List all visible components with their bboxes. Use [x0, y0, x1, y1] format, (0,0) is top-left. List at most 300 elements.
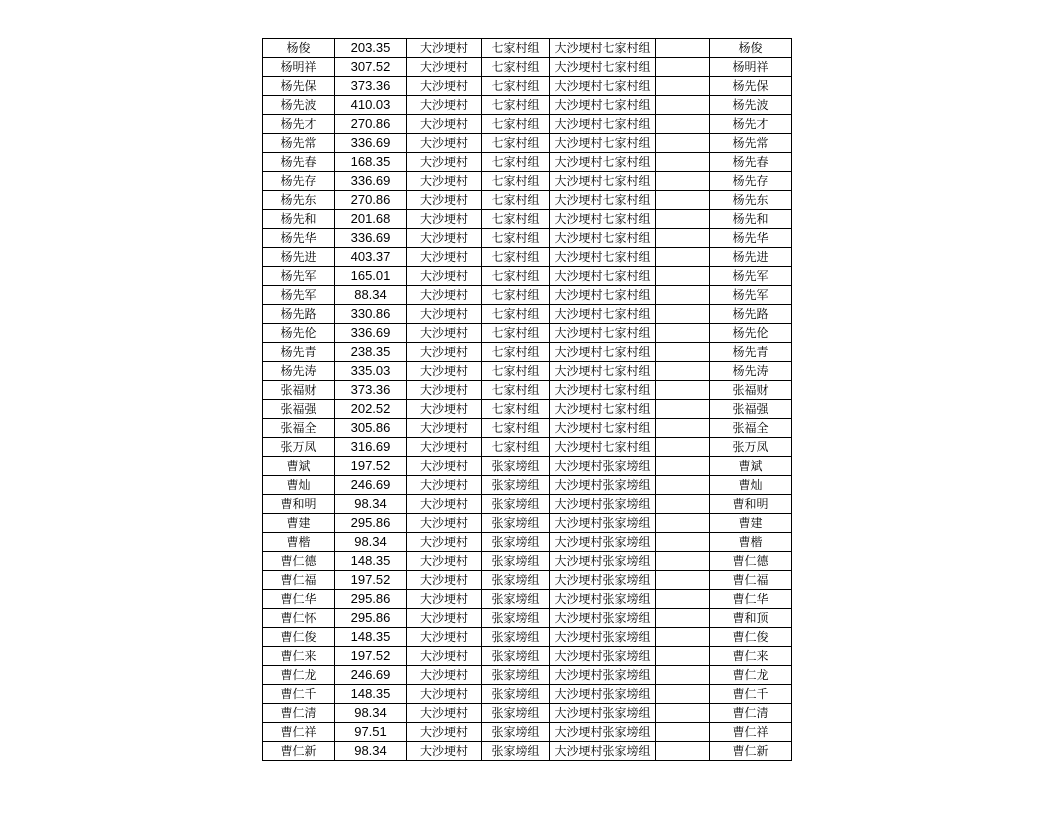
empty-cell: [656, 704, 710, 723]
address-cell: 大沙埂村七家村组: [550, 39, 656, 58]
empty-cell: [656, 628, 710, 647]
address-cell: 大沙埂村七家村组: [550, 419, 656, 438]
village-cell: 大沙埂村: [407, 723, 482, 742]
group-cell: 张家塝组: [482, 533, 550, 552]
name-cell: 曹和明: [263, 495, 335, 514]
address-cell: 大沙埂村七家村组: [550, 172, 656, 191]
empty-cell: [656, 229, 710, 248]
group-cell: 七家村组: [482, 134, 550, 153]
address-cell: 大沙埂村张家塝组: [550, 742, 656, 761]
owner-cell: 杨先保: [710, 77, 792, 96]
empty-cell: [656, 153, 710, 172]
owner-cell: 杨俊: [710, 39, 792, 58]
empty-cell: [656, 96, 710, 115]
table-row: [263, 324, 792, 343]
table-row: [263, 723, 792, 742]
owner-cell: 杨先进: [710, 248, 792, 267]
group-cell: 七家村组: [482, 77, 550, 96]
empty-cell: [656, 609, 710, 628]
village-cell: 大沙埂村: [407, 704, 482, 723]
owner-cell: 杨先华: [710, 229, 792, 248]
group-cell: 七家村组: [482, 58, 550, 77]
area-cell: 336.69: [335, 134, 407, 153]
area-cell: 270.86: [335, 191, 407, 210]
owner-cell: 杨先伦: [710, 324, 792, 343]
owner-cell: 杨先春: [710, 153, 792, 172]
area-cell: 335.03: [335, 362, 407, 381]
owner-cell: 曹灿: [710, 476, 792, 495]
name-cell: 曹仁新: [263, 742, 335, 761]
name-cell: 杨先青: [263, 343, 335, 362]
empty-cell: [656, 590, 710, 609]
group-cell: 七家村组: [482, 172, 550, 191]
name-cell: 曹仁福: [263, 571, 335, 590]
table-row: [263, 438, 792, 457]
table-row: [263, 153, 792, 172]
group-cell: 张家塝组: [482, 590, 550, 609]
empty-cell: [656, 419, 710, 438]
village-cell: 大沙埂村: [407, 115, 482, 134]
area-cell: 373.36: [335, 381, 407, 400]
group-cell: 七家村组: [482, 286, 550, 305]
table-row: [263, 457, 792, 476]
empty-cell: [656, 552, 710, 571]
table-row: [263, 685, 792, 704]
group-cell: 七家村组: [482, 305, 550, 324]
address-cell: 大沙埂村七家村组: [550, 229, 656, 248]
village-cell: 大沙埂村: [407, 685, 482, 704]
group-cell: 七家村组: [482, 438, 550, 457]
area-cell: 98.34: [335, 495, 407, 514]
table-row: [263, 58, 792, 77]
village-cell: 大沙埂村: [407, 343, 482, 362]
empty-cell: [656, 514, 710, 533]
empty-cell: [656, 210, 710, 229]
owner-cell: 曹仁来: [710, 647, 792, 666]
group-cell: 张家塝组: [482, 514, 550, 533]
group-cell: 七家村组: [482, 229, 550, 248]
address-cell: 大沙埂村张家塝组: [550, 552, 656, 571]
table-row: [263, 381, 792, 400]
address-cell: 大沙埂村七家村组: [550, 191, 656, 210]
area-cell: 202.52: [335, 400, 407, 419]
empty-cell: [656, 647, 710, 666]
name-cell: 张万凤: [263, 438, 335, 457]
table-row: [263, 172, 792, 191]
owner-cell: 曹仁祥: [710, 723, 792, 742]
owner-cell: 杨先军: [710, 286, 792, 305]
data-table: [262, 38, 792, 761]
table-row: [263, 628, 792, 647]
name-cell: 杨先涛: [263, 362, 335, 381]
owner-cell: 曹仁华: [710, 590, 792, 609]
area-cell: 165.01: [335, 267, 407, 286]
group-cell: 七家村组: [482, 267, 550, 286]
name-cell: 曹仁华: [263, 590, 335, 609]
group-cell: 张家塝组: [482, 742, 550, 761]
area-cell: 97.51: [335, 723, 407, 742]
name-cell: 曹仁龙: [263, 666, 335, 685]
group-cell: 张家塝组: [482, 685, 550, 704]
group-cell: 七家村组: [482, 210, 550, 229]
address-cell: 大沙埂村张家塝组: [550, 666, 656, 685]
empty-cell: [656, 533, 710, 552]
table-row: [263, 115, 792, 134]
owner-cell: 张福强: [710, 400, 792, 419]
group-cell: 七家村组: [482, 191, 550, 210]
empty-cell: [656, 400, 710, 419]
address-cell: 大沙埂村张家塝组: [550, 647, 656, 666]
village-cell: 大沙埂村: [407, 324, 482, 343]
group-cell: 七家村组: [482, 324, 550, 343]
village-cell: 大沙埂村: [407, 419, 482, 438]
empty-cell: [656, 343, 710, 362]
address-cell: 大沙埂村张家塝组: [550, 571, 656, 590]
owner-cell: 曹和明: [710, 495, 792, 514]
address-cell: 大沙埂村七家村组: [550, 77, 656, 96]
address-cell: 大沙埂村张家塝组: [550, 495, 656, 514]
village-cell: 大沙埂村: [407, 229, 482, 248]
group-cell: 七家村组: [482, 153, 550, 172]
name-cell: 曹仁千: [263, 685, 335, 704]
table-row: [263, 647, 792, 666]
group-cell: 七家村组: [482, 115, 550, 134]
empty-cell: [656, 381, 710, 400]
area-cell: 270.86: [335, 115, 407, 134]
owner-cell: 杨先涛: [710, 362, 792, 381]
table-row: [263, 39, 792, 58]
address-cell: 大沙埂村七家村组: [550, 153, 656, 172]
address-cell: 大沙埂村七家村组: [550, 210, 656, 229]
village-cell: 大沙埂村: [407, 362, 482, 381]
village-cell: 大沙埂村: [407, 191, 482, 210]
area-cell: 98.34: [335, 704, 407, 723]
owner-cell: 曹仁龙: [710, 666, 792, 685]
area-cell: 168.35: [335, 153, 407, 172]
name-cell: 杨先和: [263, 210, 335, 229]
table-row: [263, 343, 792, 362]
empty-cell: [656, 286, 710, 305]
name-cell: 杨先东: [263, 191, 335, 210]
table-row: [263, 590, 792, 609]
name-cell: 曹楷: [263, 533, 335, 552]
table-row: [263, 305, 792, 324]
address-cell: 大沙埂村七家村组: [550, 248, 656, 267]
area-cell: 197.52: [335, 647, 407, 666]
owner-cell: 曹仁俊: [710, 628, 792, 647]
empty-cell: [656, 248, 710, 267]
empty-cell: [656, 267, 710, 286]
table-row: [263, 571, 792, 590]
address-cell: 大沙埂村张家塝组: [550, 609, 656, 628]
table-row: [263, 609, 792, 628]
address-cell: 大沙埂村七家村组: [550, 343, 656, 362]
name-cell: 杨先军: [263, 286, 335, 305]
address-cell: 大沙埂村七家村组: [550, 96, 656, 115]
village-cell: 大沙埂村: [407, 628, 482, 647]
group-cell: 七家村组: [482, 343, 550, 362]
group-cell: 张家塝组: [482, 704, 550, 723]
area-cell: 336.69: [335, 229, 407, 248]
table-row: [263, 742, 792, 761]
owner-cell: 曹楷: [710, 533, 792, 552]
table-row: [263, 248, 792, 267]
name-cell: 杨明祥: [263, 58, 335, 77]
name-cell: 杨先春: [263, 153, 335, 172]
empty-cell: [656, 115, 710, 134]
empty-cell: [656, 438, 710, 457]
village-cell: 大沙埂村: [407, 134, 482, 153]
village-cell: 大沙埂村: [407, 96, 482, 115]
group-cell: 七家村组: [482, 96, 550, 115]
owner-cell: 杨先青: [710, 343, 792, 362]
name-cell: 杨先伦: [263, 324, 335, 343]
name-cell: 曹斌: [263, 457, 335, 476]
address-cell: 大沙埂村七家村组: [550, 267, 656, 286]
area-cell: 330.86: [335, 305, 407, 324]
table-row: [263, 267, 792, 286]
name-cell: 杨先才: [263, 115, 335, 134]
village-cell: 大沙埂村: [407, 400, 482, 419]
address-cell: 大沙埂村张家塝组: [550, 704, 656, 723]
empty-cell: [656, 666, 710, 685]
area-cell: 403.37: [335, 248, 407, 267]
name-cell: 杨先存: [263, 172, 335, 191]
address-cell: 大沙埂村张家塝组: [550, 628, 656, 647]
table-row: [263, 495, 792, 514]
group-cell: 张家塝组: [482, 495, 550, 514]
name-cell: 张福强: [263, 400, 335, 419]
address-cell: 大沙埂村七家村组: [550, 438, 656, 457]
owner-cell: 曹和顶: [710, 609, 792, 628]
empty-cell: [656, 742, 710, 761]
village-cell: 大沙埂村: [407, 210, 482, 229]
village-cell: 大沙埂村: [407, 590, 482, 609]
address-cell: 大沙埂村七家村组: [550, 324, 656, 343]
address-cell: 大沙埂村张家塝组: [550, 533, 656, 552]
area-cell: 98.34: [335, 742, 407, 761]
name-cell: 曹仁俊: [263, 628, 335, 647]
group-cell: 张家塝组: [482, 723, 550, 742]
area-cell: 373.36: [335, 77, 407, 96]
empty-cell: [656, 324, 710, 343]
table-row: [263, 476, 792, 495]
empty-cell: [656, 172, 710, 191]
group-cell: 七家村组: [482, 419, 550, 438]
area-cell: 148.35: [335, 628, 407, 647]
name-cell: 杨先进: [263, 248, 335, 267]
area-cell: 197.52: [335, 457, 407, 476]
table-row: [263, 666, 792, 685]
village-cell: 大沙埂村: [407, 742, 482, 761]
address-cell: 大沙埂村七家村组: [550, 381, 656, 400]
name-cell: 杨先常: [263, 134, 335, 153]
village-cell: 大沙埂村: [407, 552, 482, 571]
owner-cell: 杨先东: [710, 191, 792, 210]
name-cell: 杨俊: [263, 39, 335, 58]
empty-cell: [656, 571, 710, 590]
address-cell: 大沙埂村七家村组: [550, 286, 656, 305]
empty-cell: [656, 191, 710, 210]
address-cell: 大沙埂村七家村组: [550, 362, 656, 381]
name-cell: 张福财: [263, 381, 335, 400]
group-cell: 七家村组: [482, 400, 550, 419]
village-cell: 大沙埂村: [407, 39, 482, 58]
table-row: [263, 210, 792, 229]
area-cell: 203.35: [335, 39, 407, 58]
village-cell: 大沙埂村: [407, 438, 482, 457]
owner-cell: 杨先常: [710, 134, 792, 153]
owner-cell: 杨先存: [710, 172, 792, 191]
owner-cell: 杨先军: [710, 267, 792, 286]
village-cell: 大沙埂村: [407, 495, 482, 514]
table-row: [263, 419, 792, 438]
village-cell: 大沙埂村: [407, 381, 482, 400]
area-cell: 98.34: [335, 533, 407, 552]
area-cell: 316.69: [335, 438, 407, 457]
area-cell: 307.52: [335, 58, 407, 77]
empty-cell: [656, 134, 710, 153]
group-cell: 张家塝组: [482, 666, 550, 685]
area-cell: 336.69: [335, 324, 407, 343]
village-cell: 大沙埂村: [407, 172, 482, 191]
address-cell: 大沙埂村七家村组: [550, 58, 656, 77]
table-row: [263, 286, 792, 305]
table-row: [263, 362, 792, 381]
village-cell: 大沙埂村: [407, 248, 482, 267]
village-cell: 大沙埂村: [407, 305, 482, 324]
area-cell: 336.69: [335, 172, 407, 191]
owner-cell: 曹仁新: [710, 742, 792, 761]
owner-cell: 杨先才: [710, 115, 792, 134]
area-cell: 88.34: [335, 286, 407, 305]
village-cell: 大沙埂村: [407, 609, 482, 628]
table-row: [263, 533, 792, 552]
village-cell: 大沙埂村: [407, 647, 482, 666]
table-row: [263, 77, 792, 96]
name-cell: 曹仁清: [263, 704, 335, 723]
address-cell: 大沙埂村七家村组: [550, 400, 656, 419]
village-cell: 大沙埂村: [407, 58, 482, 77]
address-cell: 大沙埂村七家村组: [550, 134, 656, 153]
group-cell: 张家塝组: [482, 457, 550, 476]
name-cell: 曹仁来: [263, 647, 335, 666]
village-cell: 大沙埂村: [407, 457, 482, 476]
name-cell: 杨先波: [263, 96, 335, 115]
area-cell: 148.35: [335, 685, 407, 704]
area-cell: 295.86: [335, 590, 407, 609]
area-cell: 305.86: [335, 419, 407, 438]
empty-cell: [656, 305, 710, 324]
area-cell: 201.68: [335, 210, 407, 229]
group-cell: 张家塝组: [482, 476, 550, 495]
area-cell: 148.35: [335, 552, 407, 571]
name-cell: 杨先保: [263, 77, 335, 96]
name-cell: 杨先华: [263, 229, 335, 248]
name-cell: 杨先路: [263, 305, 335, 324]
village-cell: 大沙埂村: [407, 666, 482, 685]
address-cell: 大沙埂村七家村组: [550, 305, 656, 324]
empty-cell: [656, 77, 710, 96]
table-row: [263, 191, 792, 210]
owner-cell: 曹仁千: [710, 685, 792, 704]
area-cell: 246.69: [335, 476, 407, 495]
table-body: [263, 39, 792, 761]
village-cell: 大沙埂村: [407, 77, 482, 96]
owner-cell: 曹建: [710, 514, 792, 533]
owner-cell: 张福财: [710, 381, 792, 400]
group-cell: 张家塝组: [482, 628, 550, 647]
village-cell: 大沙埂村: [407, 533, 482, 552]
group-cell: 张家塝组: [482, 571, 550, 590]
address-cell: 大沙埂村张家塝组: [550, 457, 656, 476]
group-cell: 张家塝组: [482, 609, 550, 628]
address-cell: 大沙埂村张家塝组: [550, 590, 656, 609]
name-cell: 曹仁祥: [263, 723, 335, 742]
table-row: [263, 400, 792, 419]
name-cell: 曹仁德: [263, 552, 335, 571]
name-cell: 杨先军: [263, 267, 335, 286]
owner-cell: 张福全: [710, 419, 792, 438]
empty-cell: [656, 457, 710, 476]
empty-cell: [656, 685, 710, 704]
group-cell: 张家塝组: [482, 647, 550, 666]
table-row: [263, 704, 792, 723]
owner-cell: 曹斌: [710, 457, 792, 476]
village-cell: 大沙埂村: [407, 514, 482, 533]
owner-cell: 杨先路: [710, 305, 792, 324]
name-cell: 曹建: [263, 514, 335, 533]
group-cell: 七家村组: [482, 381, 550, 400]
area-cell: 246.69: [335, 666, 407, 685]
area-cell: 295.86: [335, 514, 407, 533]
owner-cell: 曹仁德: [710, 552, 792, 571]
owner-cell: 曹仁清: [710, 704, 792, 723]
group-cell: 七家村组: [482, 39, 550, 58]
empty-cell: [656, 58, 710, 77]
empty-cell: [656, 362, 710, 381]
area-cell: 410.03: [335, 96, 407, 115]
address-cell: 大沙埂村七家村组: [550, 115, 656, 134]
area-cell: 295.86: [335, 609, 407, 628]
address-cell: 大沙埂村张家塝组: [550, 685, 656, 704]
owner-cell: 曹仁福: [710, 571, 792, 590]
table-row: [263, 552, 792, 571]
address-cell: 大沙埂村张家塝组: [550, 514, 656, 533]
empty-cell: [656, 723, 710, 742]
empty-cell: [656, 495, 710, 514]
empty-cell: [656, 39, 710, 58]
group-cell: 七家村组: [482, 362, 550, 381]
group-cell: 张家塝组: [482, 552, 550, 571]
address-cell: 大沙埂村张家塝组: [550, 476, 656, 495]
village-cell: 大沙埂村: [407, 571, 482, 590]
village-cell: 大沙埂村: [407, 267, 482, 286]
name-cell: 张福全: [263, 419, 335, 438]
owner-cell: 张万凤: [710, 438, 792, 457]
address-cell: 大沙埂村张家塝组: [550, 723, 656, 742]
village-cell: 大沙埂村: [407, 153, 482, 172]
table-row: [263, 134, 792, 153]
owner-cell: 杨先波: [710, 96, 792, 115]
group-cell: 七家村组: [482, 248, 550, 267]
name-cell: 曹灿: [263, 476, 335, 495]
name-cell: 曹仁怀: [263, 609, 335, 628]
empty-cell: [656, 476, 710, 495]
village-cell: 大沙埂村: [407, 476, 482, 495]
table-row: [263, 96, 792, 115]
owner-cell: 杨明祥: [710, 58, 792, 77]
